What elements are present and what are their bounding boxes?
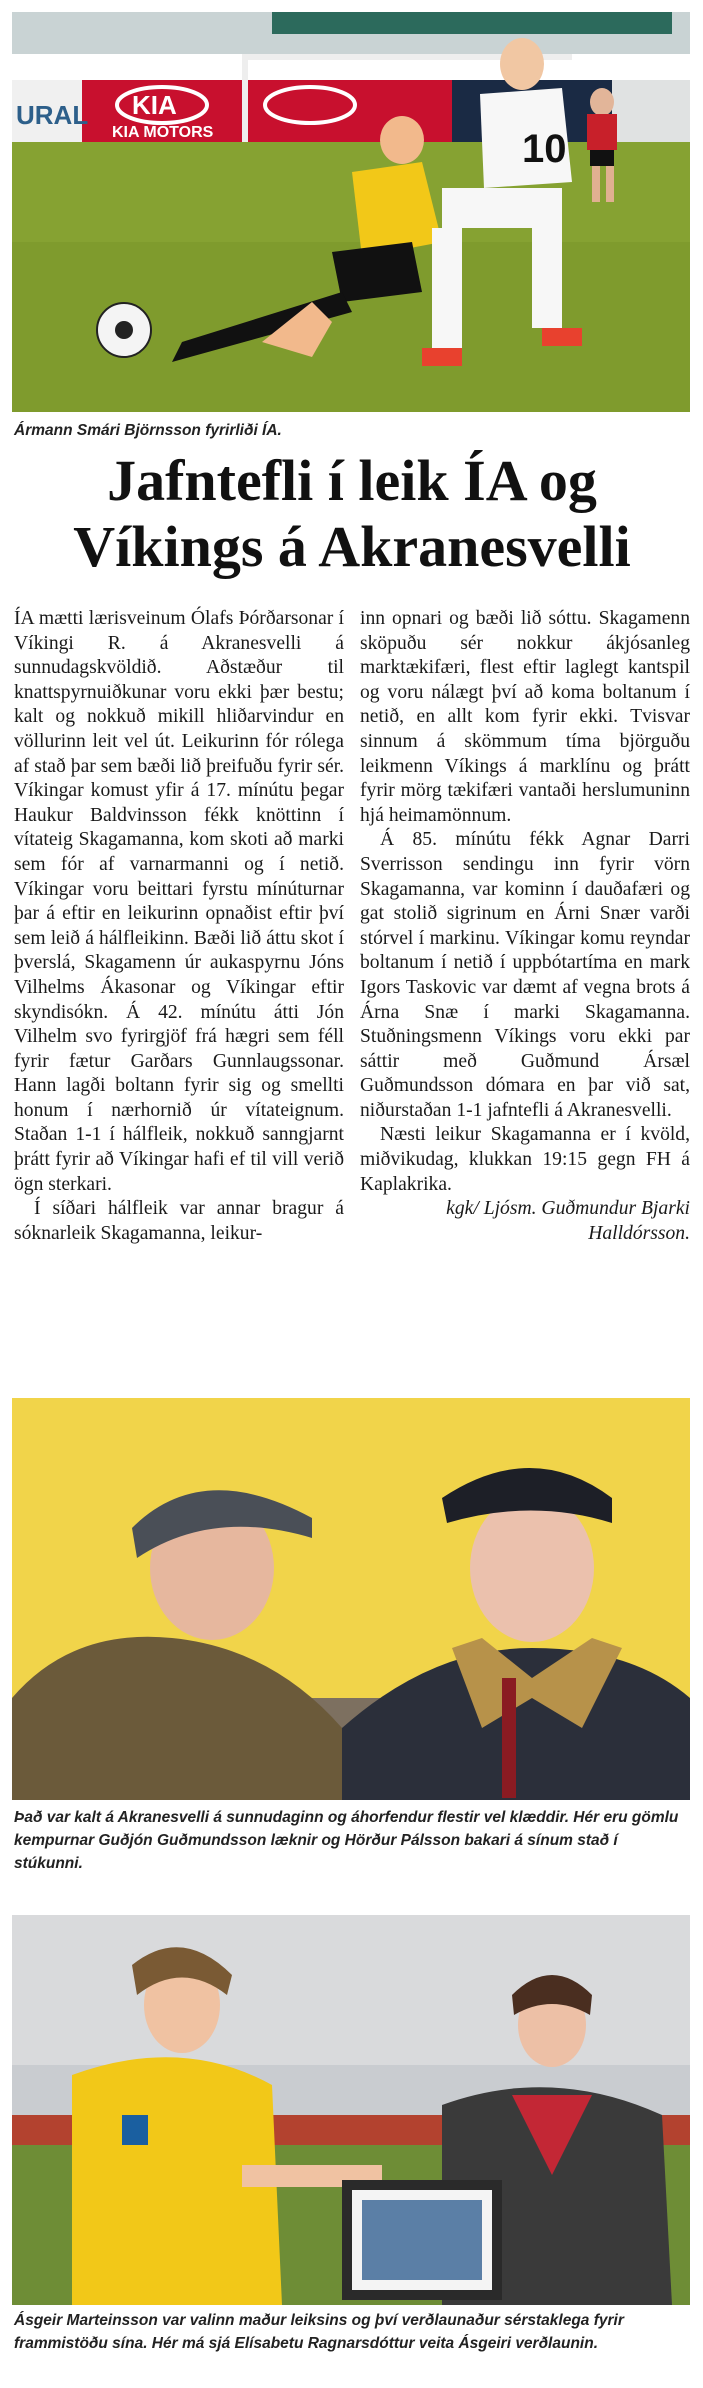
spectators-photo bbox=[12, 1398, 690, 1800]
ad-text-kia: KIA bbox=[132, 90, 177, 120]
match-photo bbox=[12, 12, 690, 412]
paragraph: Á 85. mínútu fékk Agnar Darri Sverrisson sendingu inn fyrir vörn Skagamanna, var kominn í dauðafæri og gat stolið sigrinum en Árni Snær varði stórvel í markinu. Víkingar komu reyndar boltanum í netið í uppbótartíma en mark Igors Taskovic var dæmt af vegna brots á Árna Snæ í marki Skagamanna. Stuðningsmenn Víkings voru ekki par sáttir með Guðmund Ársæl Guðmundsson dómara en þar við sat, niðurstaðan 1-1 jafntefli á Akranesvelli. bbox=[360, 829, 690, 1121]
photo-credit-line-1: kgk/ Ljósm. Guðmundur Bjarki bbox=[446, 1198, 690, 1220]
photo-credit bbox=[360, 1197, 690, 1246]
award-photo bbox=[12, 1915, 690, 2305]
photo-credit-line-2: Halldórsson. bbox=[588, 1222, 690, 1244]
article-column-2 bbox=[360, 607, 690, 1246]
shirt-number: 10 bbox=[522, 127, 567, 171]
spectators-photo-caption: Það var kalt á Akranesvelli á sunnudaginn og áhorfendur flestir vel klæddir. Hér eru gömlu kempurnar Guðjón Guðmundsson læknir og Hörður Pálsson bakari á sínum stað í stúkunni. bbox=[14, 1809, 679, 1872]
award-photo-caption: Ásgeir Marteinsson var valinn maður leiksins og því verðlaunaður sérstaklega fyrir frammistöðu sína. Hér má sjá Elísabetu Ragnarsdóttur veita Ásgeiri verðlaunin. bbox=[14, 2312, 624, 2352]
paragraph: inn opnari og bæði lið sóttu. Skagamenn sköpuðu sér nokkur ákjósanleg marktækifæri, flest eftir laglegt kantspil og voru nálægt því að koma boltanum í netið, en allt kom fyrir ekki. Tvisvar sinnum á skömmum tíma björguðu leikmenn Víkings á marklínu og þrátt fyrir mörg tækifæri vantaði herslumuninn hjá heimamönnum. bbox=[360, 608, 690, 826]
paragraph: ÍA mætti lærisveinum Ólafs Þórðarsonar í Víkingi R. á Akranesvelli á sunnudagskvöldið. Aðstæður til knattspyrnuiðkunar voru ekki þær bestu; kalt og nokkuð mikill hliðarvindur en völlurinn leit vel út. Leikurinn fór rólega af stað þar sem bæði lið þreifuðu fyrir sér. Víkingar komust yfir á 17. mínútu þegar Haukur Baldvinsson fékk knöttinn í vítateig Skagamanna, kom skoti að marki sem fór af varnarmanni og í netið. Víkingar voru beittari fyrstu mínúturnar þar á eftir en leikurinn opnaðist eftir því sem leið á hálfleikinn. Bæði lið áttu skot í þverslá, Skagamenn úr aukaspyrnu Jóns Vilhelms Ákasonar og Víkingar eftir skyndisókn. Á 42. mínútu átti Jón Vilhelm svo fyrirgjöf frá hægri sem féll fyrir fætur Garðars Gunnlaugssonar. Hann lagði boltann fyrir sig og smellti honum í nærhornið úr vítateignum. Staðan 1-1 í hálfleik, nokkuð sanngjarnt þrátt fyrir að Víkingar hafi ef til vill verið ögn sterkari. bbox=[14, 608, 344, 1195]
article-headline bbox=[14, 448, 690, 580]
paragraph: Næsti leikur Skagamanna er í kvöld, miðvikudag, klukkan 19:15 gegn FH á Kaplakrika. bbox=[360, 1124, 690, 1195]
article-column-1 bbox=[14, 607, 344, 1246]
headline-line-2: Víkings á Akranesvelli bbox=[73, 514, 631, 579]
ad-text-kia-motors: KIA MOTORS bbox=[112, 124, 214, 141]
headline-line-1: Jafntefli í leik ÍA og bbox=[107, 448, 597, 513]
ad-text-ural: URAL bbox=[16, 100, 89, 130]
match-photo-caption: Ármann Smári Björnsson fyrirliði ÍA. bbox=[14, 422, 282, 439]
paragraph: Í síðari hálfleik var annar bragur á sóknarleik Skagamanna, leikur- bbox=[14, 1198, 344, 1244]
